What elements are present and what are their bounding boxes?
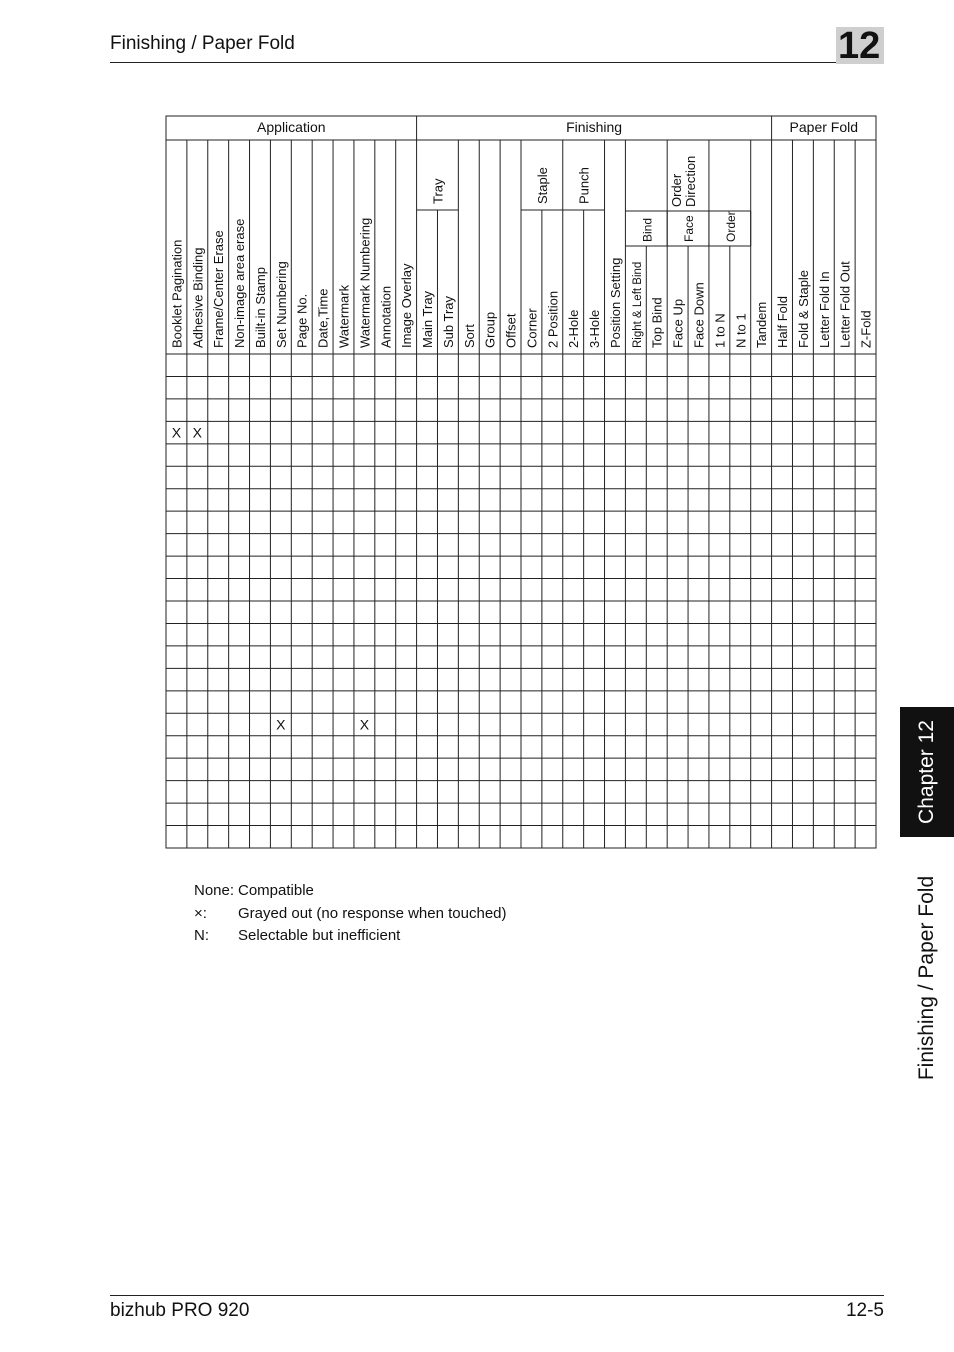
column-label-23: Top Bind bbox=[649, 297, 665, 348]
column-label-9: Watermark Numbering bbox=[357, 217, 373, 348]
footer-product: bizhub PRO 920 bbox=[110, 1300, 250, 1321]
subgroup-staple: Staple bbox=[534, 167, 550, 204]
column-label-26: 1 to N bbox=[712, 313, 728, 348]
group-header-0: Application bbox=[257, 119, 326, 135]
chapter-number: 12 bbox=[838, 25, 881, 67]
column-label-6: Page No. bbox=[294, 293, 310, 348]
subgroup-order-direction-1: Order bbox=[669, 173, 685, 207]
chapter-tab-label: Chapter 12 bbox=[915, 720, 938, 824]
column-label-22: Right & Left Bind bbox=[631, 261, 644, 348]
column-label-25: Face Down bbox=[691, 282, 707, 348]
legend-text: Compatible bbox=[238, 882, 314, 899]
subgroup-punch: Punch bbox=[576, 167, 592, 204]
subgroup-tray: Tray bbox=[430, 178, 446, 204]
group-header-2: Paper Fold bbox=[789, 119, 859, 135]
column-label-0: Booklet Pagination bbox=[169, 239, 185, 348]
column-label-30: Fold & Staple bbox=[795, 269, 811, 348]
column-label-21: Position Setting bbox=[607, 257, 623, 348]
table-mark: X bbox=[276, 716, 286, 733]
column-label-29: Half Fold bbox=[775, 295, 791, 348]
table-mark: X bbox=[171, 424, 182, 441]
column-label-33: Z-Fold bbox=[858, 310, 874, 348]
subgroup-bind: Bind bbox=[640, 217, 655, 242]
legend-text: Selectable but inefficient bbox=[238, 927, 401, 944]
side-section-label: Finishing / Paper Fold bbox=[915, 875, 938, 1081]
column-label-28: Tandem bbox=[754, 301, 770, 348]
column-label-15: Group bbox=[482, 311, 498, 348]
subgroup-order-direction-2: Direction bbox=[683, 155, 699, 207]
column-label-1: Adhesive Binding bbox=[190, 247, 206, 348]
column-label-24: Face Up bbox=[670, 298, 686, 348]
column-label-16: Offset bbox=[503, 313, 519, 348]
column-label-5: Set Numbering bbox=[273, 261, 289, 348]
column-label-17: Corner bbox=[524, 308, 540, 348]
subgroup-order: Order bbox=[723, 211, 738, 242]
column-label-13: Sub Tray bbox=[440, 295, 456, 348]
column-label-11: Image Overlay bbox=[399, 263, 415, 348]
column-label-10: Annotation bbox=[378, 285, 394, 348]
column-label-8: Watermark bbox=[336, 284, 352, 348]
legend-key: N: bbox=[194, 927, 209, 944]
legend-key: ×: bbox=[194, 904, 207, 922]
column-label-20: 3-Hole bbox=[587, 309, 603, 348]
column-label-18: 2 Position bbox=[545, 290, 561, 348]
table-mark: X bbox=[359, 716, 370, 733]
column-label-3: Non-image area erase bbox=[232, 218, 248, 348]
column-label-31: Letter Fold In bbox=[816, 271, 832, 348]
column-label-4: Built-in Stamp bbox=[252, 267, 268, 348]
page-header-title: Finishing / Paper Fold bbox=[110, 33, 295, 54]
column-label-27: N to 1 bbox=[733, 313, 749, 348]
column-label-7: Date,Time bbox=[315, 288, 331, 348]
column-label-19: 2-Hole bbox=[566, 309, 582, 348]
column-label-32: Letter Fold Out bbox=[837, 261, 853, 348]
legend-key: None: bbox=[194, 882, 235, 899]
footer-rule bbox=[110, 1295, 884, 1296]
column-label-12: Main Tray bbox=[420, 290, 436, 348]
table-mark: X bbox=[192, 424, 202, 441]
subgroup-face: Face bbox=[682, 215, 697, 242]
column-label-14: Sort bbox=[461, 324, 477, 348]
column-label-2: Frame/Center Erase bbox=[211, 230, 227, 348]
legend-text: Grayed out (no response when touched) bbox=[238, 904, 507, 922]
group-header-1: Finishing bbox=[566, 119, 623, 135]
footer-page-number: 12-5 bbox=[845, 1300, 884, 1321]
